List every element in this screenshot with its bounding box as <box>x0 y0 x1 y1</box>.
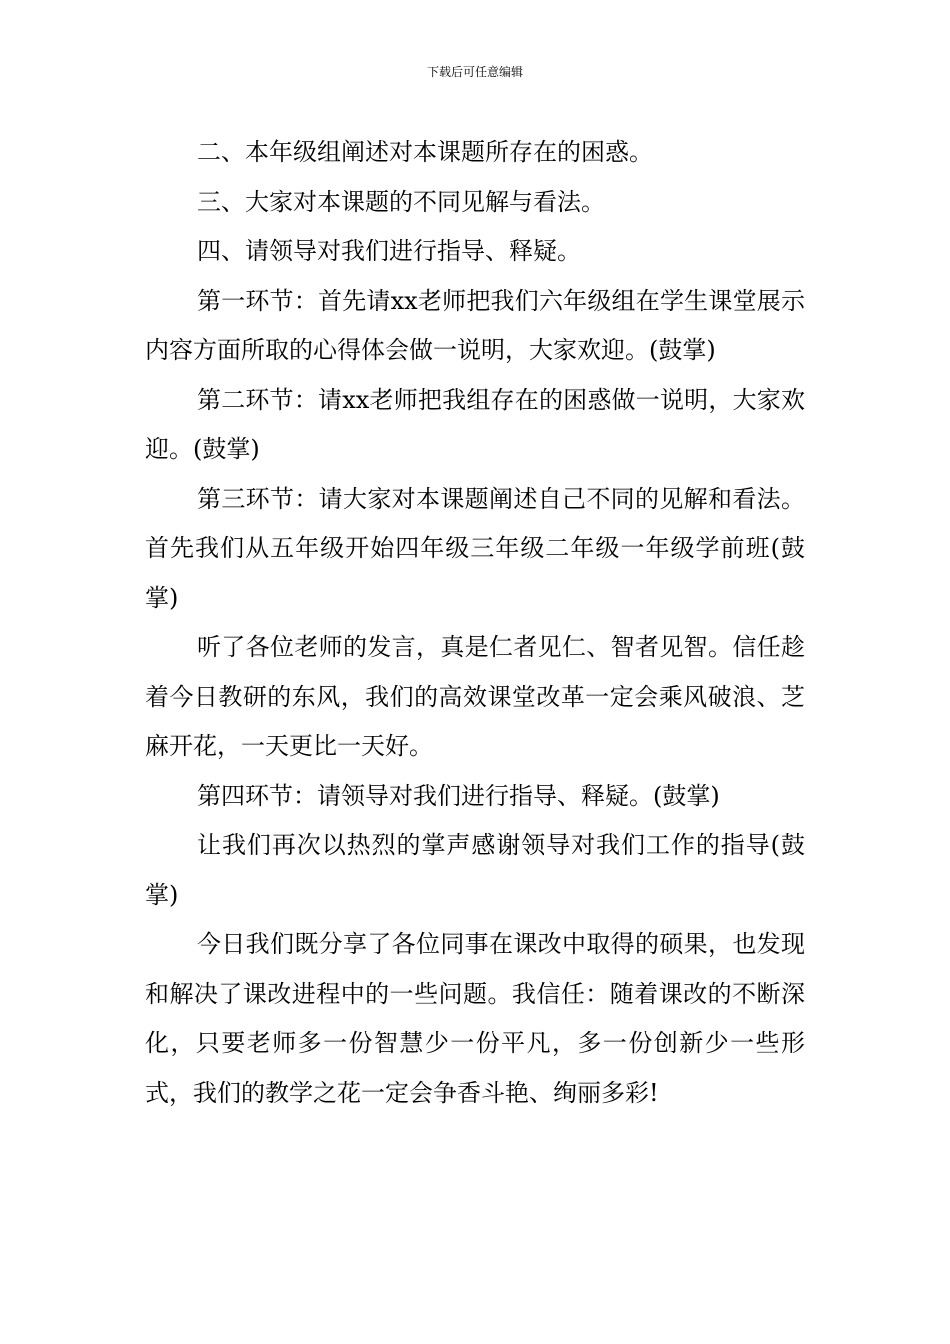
paragraph: 第三环节：请大家对本课题阐述自己不同的见解和看法。首先我们从五年级开始四年级三年级二年级一年级学前班(鼓掌) <box>145 484 805 612</box>
paragraph: 第四环节：请领导对我们进行指导、释疑。(鼓掌) <box>197 781 720 810</box>
paragraph: 听了各位老师的发言，真是仁者见仁、智者见智。信任趁着今日教研的东风，我们的高效课堂改革一定会乘风破浪、芝麻开花，一天更比一天好。 <box>145 633 805 760</box>
paragraph: 第二环节：请xx老师把我组存在的困惑做一说明，大家欢迎。(鼓掌) <box>145 385 805 463</box>
paragraph: 三、大家对本课题的不同见解与看法。 <box>197 187 605 216</box>
paragraph: 二、本年级组阐述对本课题所存在的困惑。 <box>197 138 653 166</box>
paragraph: 四、请领导对我们进行指导、释疑。 <box>197 237 581 265</box>
page-header-note: 下载后可任意编辑 <box>426 65 523 79</box>
paragraph: 第一环节：首先请xx老师把我们六年级组在学生课堂展示内容方面所取的心得体会做一说明，大家欢迎。(鼓掌) <box>145 286 805 364</box>
document-body <box>145 128 805 1118</box>
paragraph: 今日我们既分享了各位同事在课改中取得的硕果，也发现和解决了课改进程中的一些问题。我信任：随着课改的不断深化，只要老师多一份智慧少一份平凡，多一份创新少一些形式，我们的教学之花一定会争香斗艳、绚丽多彩! <box>145 930 805 1107</box>
paragraph: 让我们再次以热烈的掌声感谢领导对我们工作的指导(鼓掌) <box>145 831 805 909</box>
